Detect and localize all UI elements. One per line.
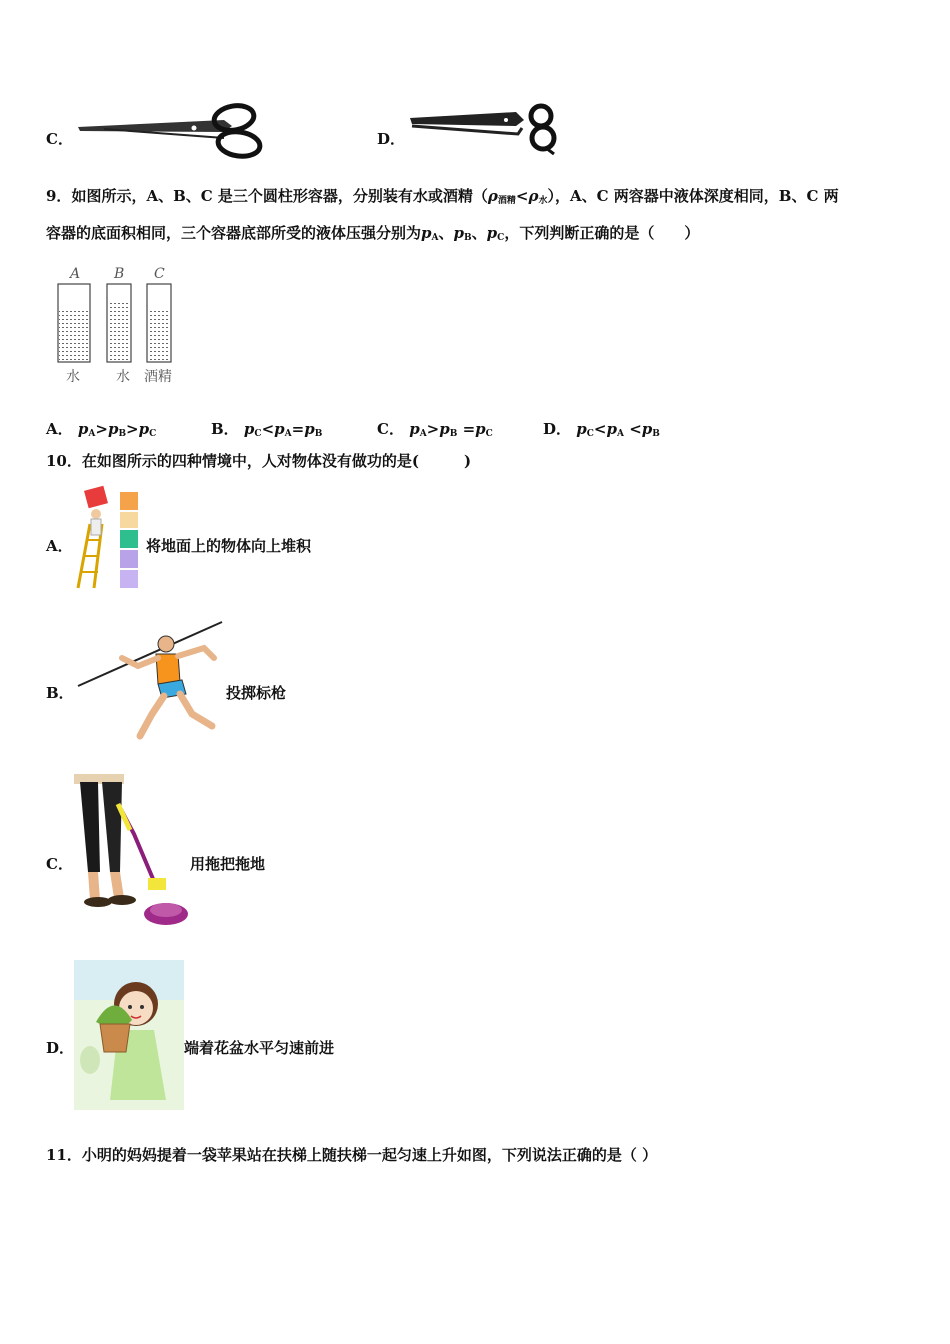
- q9-option-d[interactable]: D． $p_C<p_A <p_B$: [543, 420, 660, 439]
- q10-stem: 10．在如图所示的四种情境中，人对物体没有做功的是( ): [46, 452, 472, 470]
- container-c-label: C: [154, 266, 165, 282]
- q10-option-c-text: 用拖把拖地: [190, 855, 266, 873]
- q10-option-d-label[interactable]: D．: [46, 1039, 75, 1057]
- container-c-liquid: [148, 308, 170, 361]
- q10-option-a-text: 将地面上的物体向上堆积: [146, 537, 312, 555]
- liquid-a-label: 水: [66, 369, 80, 385]
- q9-option-c[interactable]: C． $p_A>p_B =p_C$: [377, 420, 493, 439]
- container-a-liquid: [59, 308, 89, 361]
- q8-option-d-label: D．: [377, 130, 406, 148]
- stacking-boxes-illustration: [74, 484, 142, 590]
- q9-option-a[interactable]: A． $p_A>p_B>p_C$: [46, 420, 157, 439]
- q10-option-c-label[interactable]: C．: [46, 855, 73, 873]
- scissors-d-icon: [406, 100, 566, 158]
- q9-stem-line2: 容器的底面积相同，三个容器底部所受的液体压强分别为$p_A$、$p_B$、$p_C$，下列判断正确的是（ ）: [46, 224, 700, 243]
- container-figure: [50, 266, 190, 386]
- container-b-liquid: [108, 302, 130, 361]
- q10-option-b-text: 投掷标枪: [226, 684, 287, 702]
- containers-drawing: [50, 282, 190, 366]
- q11-stem: 11．小明的妈妈提着一袋苹果站在扶梯上随扶梯一起匀速上升如图，下列说法正确的是（ ）: [46, 1146, 658, 1164]
- q9-stem-line1: 9．如图所示，A、B、C 是三个圆柱形容器，分别装有水或酒精$(\rho_{酒精}<\rho_水)$，A、C 两容器中液体深度相同，B、C 两: [46, 187, 839, 206]
- mopping-illustration: [74, 774, 192, 932]
- q8-option-c-label: C．: [46, 130, 73, 148]
- container-b-label: B: [114, 266, 125, 282]
- q10-option-b-label[interactable]: B．: [46, 684, 74, 702]
- scissors-c-icon: [74, 102, 264, 160]
- q9-option-b[interactable]: B． $p_C<p_A=p_B$: [211, 420, 323, 439]
- q10-option-d-text: 端着花盆水平匀速前进: [184, 1039, 335, 1057]
- javelin-thrower-illustration: [74, 618, 224, 742]
- liquid-b-label: 水: [116, 369, 130, 385]
- container-a-label: A: [70, 266, 81, 282]
- flowerpot-girl-illustration: [74, 960, 184, 1110]
- q10-option-a-label[interactable]: A．: [46, 537, 73, 555]
- liquid-c-label: 酒精: [144, 369, 172, 385]
